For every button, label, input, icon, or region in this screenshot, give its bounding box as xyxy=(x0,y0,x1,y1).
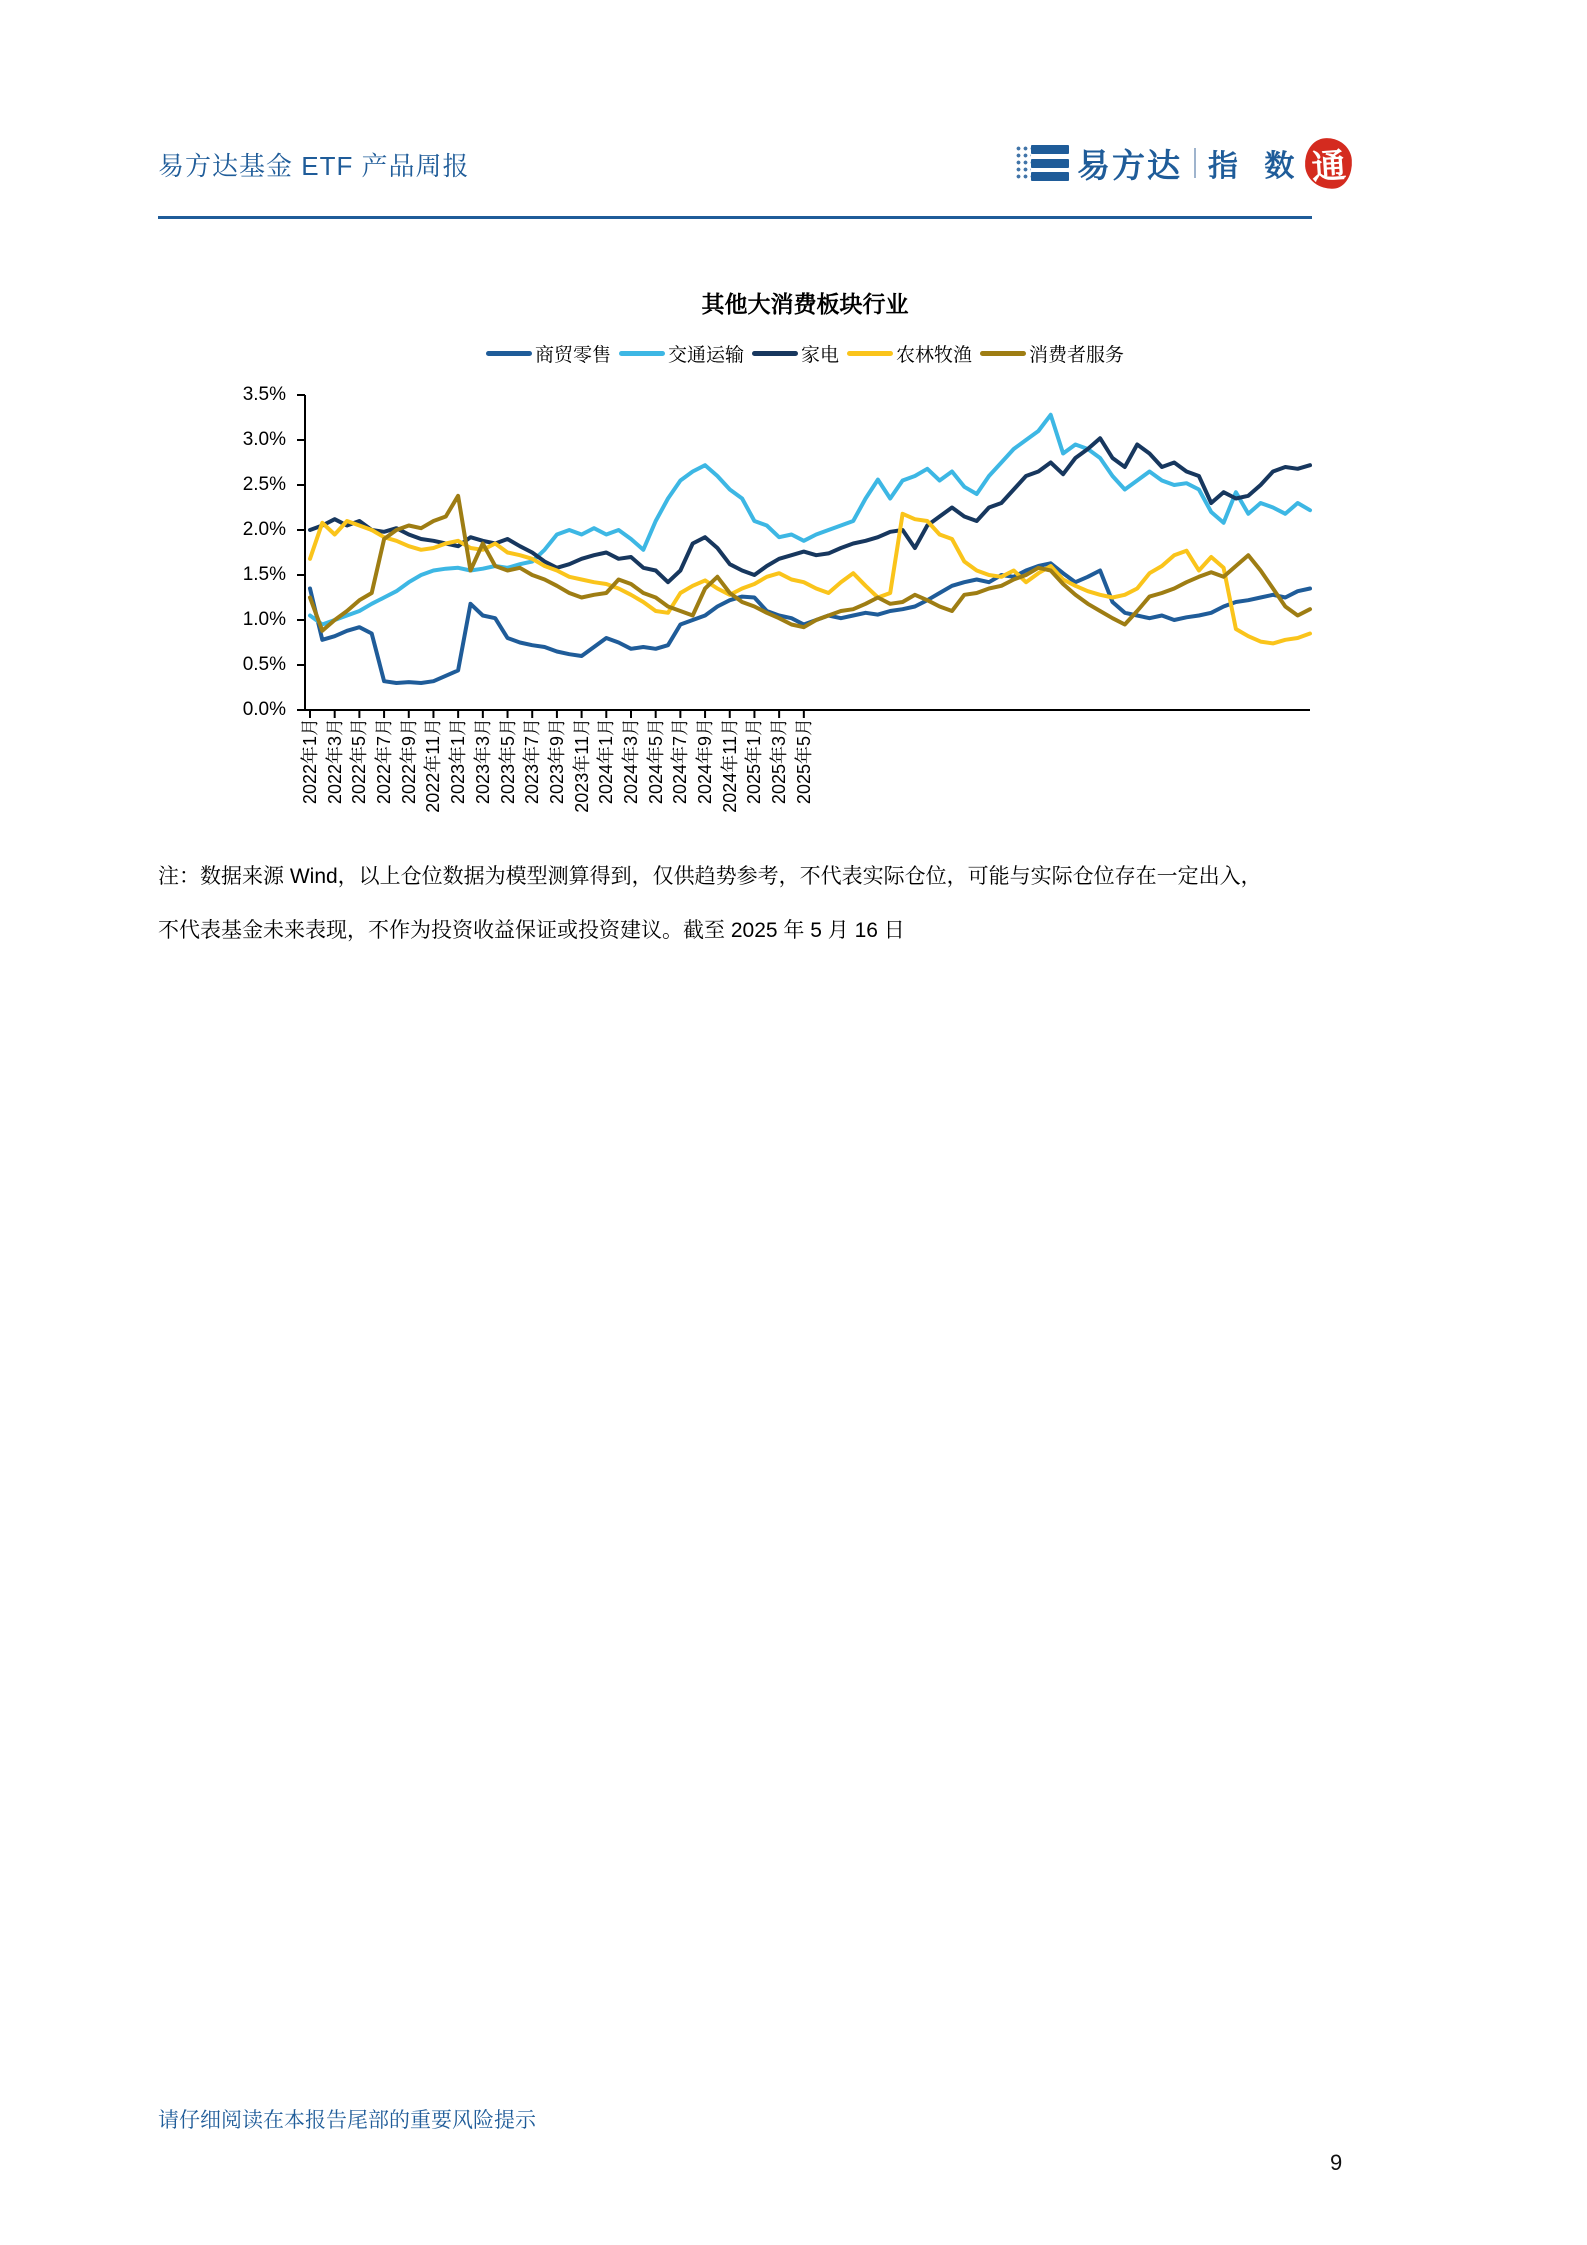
x-axis-tick-label: 2022年1月 xyxy=(300,718,320,805)
x-axis-tick-label: 2025年1月 xyxy=(744,718,765,805)
legend-label: 消费者服务 xyxy=(1029,345,1125,366)
y-axis-tick-label: 2.5% xyxy=(242,474,286,495)
legend-label: 交通运输 xyxy=(667,345,744,366)
legend-label: 商贸零售 xyxy=(534,345,611,366)
x-axis-tick-label: 2025年3月 xyxy=(769,718,790,805)
x-axis-tick-label: 2023年7月 xyxy=(522,718,543,805)
halftone-dots-icon xyxy=(1015,145,1031,181)
e-bars-icon xyxy=(1031,145,1069,181)
chart-legend xyxy=(295,340,1315,367)
y-axis-tick-label: 3.0% xyxy=(242,429,286,450)
legend-swatch-icon xyxy=(486,351,532,356)
legend-swatch-icon xyxy=(847,351,893,356)
y-axis-tick-label: 0.0% xyxy=(242,699,286,720)
chart-note-line1: 注：数据来源 Wind，以上仓位数据为模型测算得到，仅供趋势参考，不代表实际仓位，可能与实际仓位存在一定出入， xyxy=(158,865,1262,888)
chart-title: 其他大消费板块行业 xyxy=(701,291,909,317)
x-axis-tick-label: 2024年9月 xyxy=(695,718,716,805)
legend-item-家电 xyxy=(752,340,839,367)
x-axis-tick-label: 2022年3月 xyxy=(324,718,345,805)
legend-item-商贸零售 xyxy=(486,340,611,367)
x-axis-tick-label: 2024年1月 xyxy=(596,718,617,805)
legend-item-消费者服务 xyxy=(980,340,1124,367)
chart-note-line2: 不代表基金未来表现，不作为投资收益保证或投资建议。截至 2025 年 5 月 16 日 xyxy=(158,919,905,942)
x-axis-tick-label: 2023年3月 xyxy=(472,718,493,805)
series-line-消费者服务 xyxy=(310,496,1310,631)
y-axis-tick-label: 3.5% xyxy=(242,384,286,405)
x-axis-tick-label: 2024年11月 xyxy=(719,718,740,813)
legend-item-交通运输 xyxy=(619,340,744,367)
x-axis-tick-label: 2022年5月 xyxy=(349,718,370,805)
x-axis-tick-label: 2022年11月 xyxy=(423,718,444,813)
y-axis-tick-label: 2.0% xyxy=(242,519,286,540)
footer-disclaimer: 请仔细阅读在本报告尾部的重要风险提示 xyxy=(158,2109,536,2132)
x-axis-tick-label: 2022年9月 xyxy=(398,718,419,805)
x-axis-tick-label: 2024年3月 xyxy=(620,718,641,805)
page-number: 9 xyxy=(1330,2150,1343,2175)
header-rule xyxy=(158,216,1312,219)
efund-logo xyxy=(1015,137,1352,189)
logo-divider xyxy=(1194,148,1196,178)
tong-seal-icon: 通 xyxy=(1304,136,1354,190)
positions-line-chart xyxy=(295,388,1315,723)
x-axis-tick-label: 2023年9月 xyxy=(546,718,567,805)
legend-label: 家电 xyxy=(800,345,839,366)
legend-label: 农林牧渔 xyxy=(896,345,973,366)
legend-item-农林牧渔 xyxy=(847,340,972,367)
x-axis-tick-label: 2023年1月 xyxy=(448,718,469,805)
report-title: 易方达基金 ETF 产品周报 xyxy=(158,151,470,181)
logo-brand-text: 易方达 xyxy=(1077,146,1182,184)
y-axis-tick-label: 0.5% xyxy=(242,654,286,675)
logo-product-text: 指 数 xyxy=(1208,150,1304,183)
efund-e-mark-icon xyxy=(1015,145,1069,181)
legend-swatch-icon xyxy=(752,351,798,356)
y-axis-tick-label: 1.5% xyxy=(242,564,286,585)
x-axis-tick-label: 2023年5月 xyxy=(497,718,518,805)
x-axis-tick-label: 2025年5月 xyxy=(793,718,814,805)
x-axis-tick-label: 2023年11月 xyxy=(571,718,592,813)
x-axis-tick-label: 2022年7月 xyxy=(374,718,395,805)
y-axis-tick-label: 1.0% xyxy=(242,609,286,630)
legend-swatch-icon xyxy=(619,351,665,356)
x-axis-tick-label: 2024年7月 xyxy=(670,718,691,805)
x-axis-tick-label: 2024年5月 xyxy=(645,718,666,805)
legend-swatch-icon xyxy=(980,351,1026,356)
